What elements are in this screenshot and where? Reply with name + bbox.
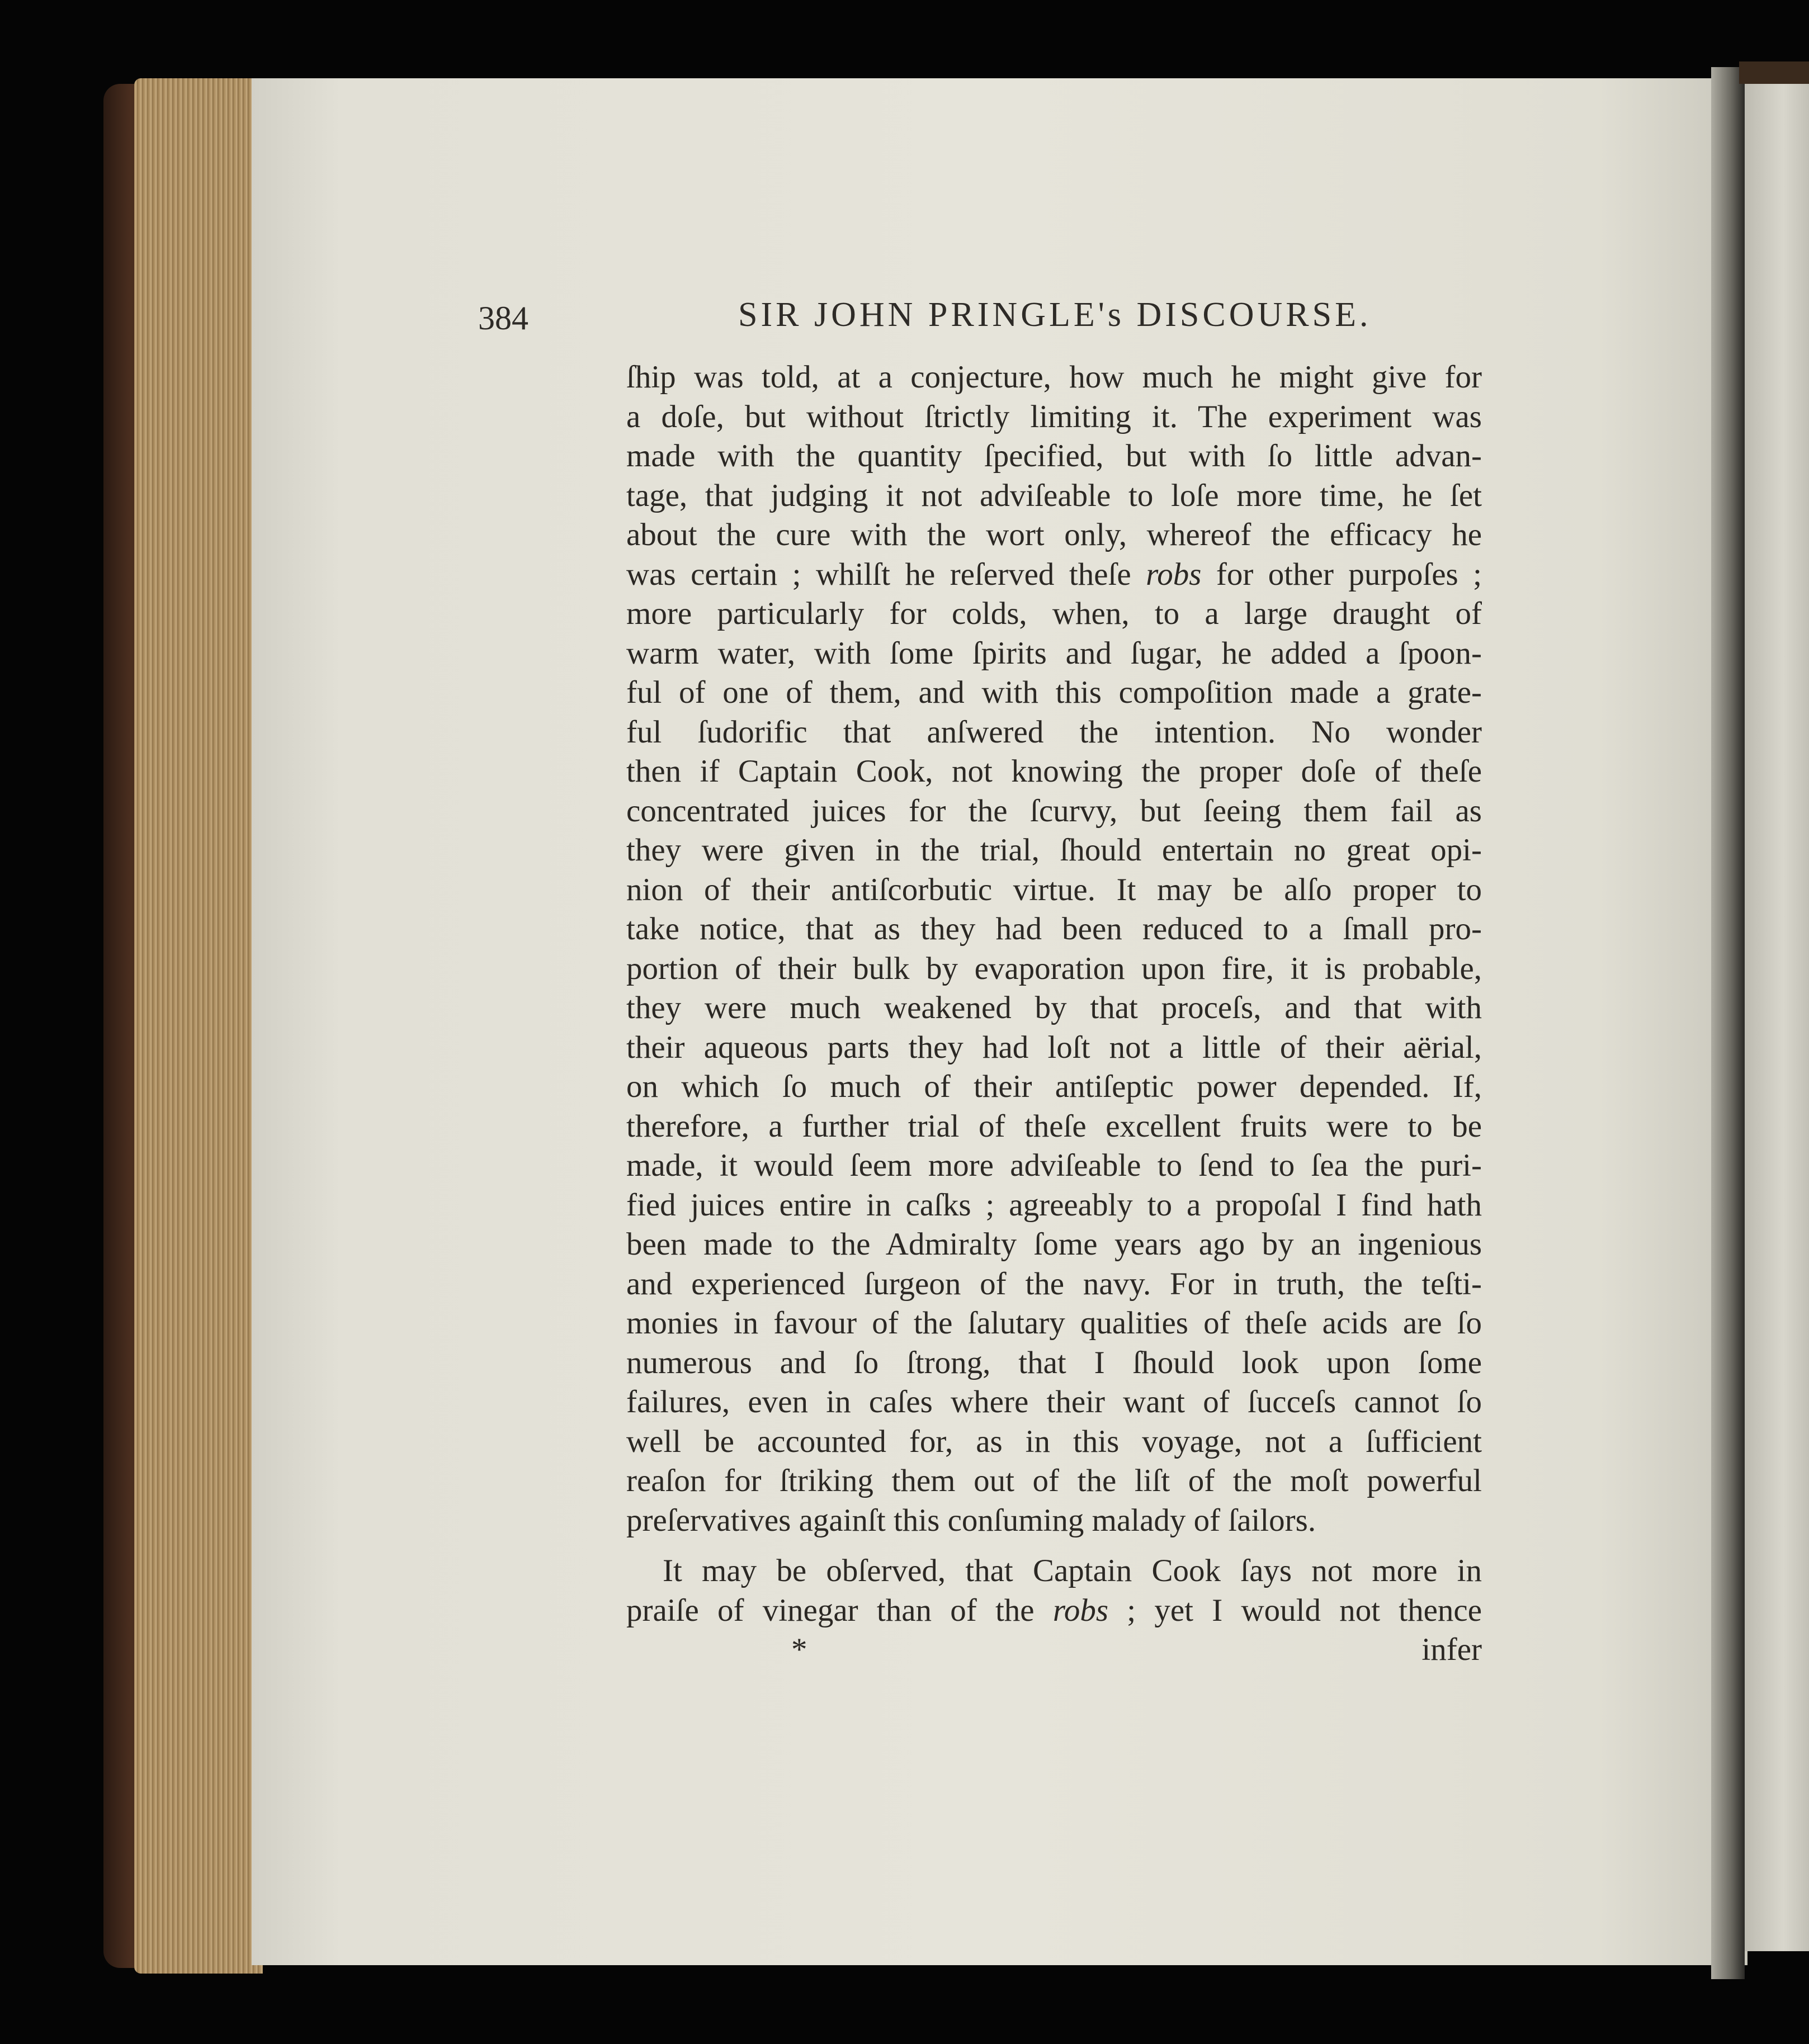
catchword: infer: [1421, 1632, 1482, 1667]
book-cover-right: [1739, 61, 1809, 84]
facing-page-edge: [1745, 84, 1809, 1951]
text-line: It may be obſerved, that Captain Cook ſays not more in: [663, 1553, 1482, 1588]
text-line: portion of their bulk by evaporation upon fire, it is probable,: [626, 950, 1482, 986]
body-text: [626, 358, 1482, 1670]
text-line: well be accounted for, as in this voyage, not a ſufficient: [626, 1423, 1482, 1459]
page-number: 384: [478, 300, 528, 337]
text-segment: praiſe of vinegar than of the: [626, 1592, 1053, 1628]
text-line: ful ſudorific that anſwered the intention. No wonder: [626, 714, 1482, 750]
text-line: fied juices entire in caſks ; agreeably to a propoſal I find hath: [626, 1187, 1482, 1223]
text-segment: ; yet I would not thence: [1108, 1592, 1482, 1628]
text-segment: for other purpoſes ;: [1201, 556, 1482, 592]
paragraph-gap: [626, 1540, 1482, 1551]
paragraph-2: [626, 1551, 1482, 1630]
text-line: ful of one of them, and with this compoſition made a grate-: [626, 675, 1482, 710]
signature-mark: *: [791, 1632, 807, 1667]
text-line: made, it would ſeem more adviſeable to ſend to ſea the puri-: [626, 1148, 1482, 1183]
text-line: numerous and ſo ſtrong, that I ſhould look upon ſome: [626, 1345, 1482, 1380]
text-line: then if Captain Cook, not knowing the proper doſe of theſe: [626, 754, 1482, 789]
text-line: on which ſo much of their antiſeptic power depended. If,: [626, 1069, 1482, 1104]
page-footer: [626, 1630, 1482, 1670]
italic-word: robs: [1146, 556, 1202, 592]
text-line: made with the quantity ſpecified, but with ſo little advan-: [626, 438, 1482, 474]
text-line: been made to the Admiralty ſome years ago by an ingenious: [626, 1227, 1482, 1262]
text-line: ſhip was told, at a conjecture, how much he might give for: [626, 359, 1482, 395]
text-line: monies in favour of the ſalutary qualities of theſe acids are ſo: [626, 1305, 1482, 1341]
text-segment: was certain ; whilſt he reſerved theſe: [626, 556, 1146, 592]
paragraph-1: [626, 358, 1482, 1540]
text-line: about the cure with the wort only, whereof the efficacy he: [626, 517, 1482, 552]
text-line: [626, 555, 1482, 595]
text-line: and experienced ſurgeon of the navy. For in truth, the teſti-: [626, 1266, 1482, 1302]
text-line: tage, that judging it not adviſeable to loſe more time, he ſet: [626, 477, 1482, 513]
text-line: more particularly for colds, when, to a large draught of: [626, 596, 1482, 631]
gutter-shadow: [1711, 67, 1745, 1979]
text-line: [626, 1591, 1482, 1631]
text-line: preſervatives againſt this conſuming malady of ſailors.: [626, 1502, 1316, 1538]
page-edges: [134, 78, 263, 1974]
italic-word: robs: [1052, 1592, 1109, 1628]
text-line: concentrated juices for the ſcurvy, but ſeeing them fail as: [626, 793, 1482, 829]
text-line: they were much weakened by that proceſs, and that with: [626, 990, 1482, 1025]
text-line: their aqueous parts they had loſt not a little of their aërial,: [626, 1029, 1482, 1065]
text-line: a doſe, but without ſtrictly limiting it. The experiment was: [626, 399, 1482, 434]
text-line: take notice, that as they had been reduced to a ſmall pro-: [626, 911, 1482, 947]
text-line: warm water, with ſome ſpirits and ſugar, he added a ſpoon-: [626, 635, 1482, 671]
text-line: therefore, a further trial of theſe excellent fruits were to be: [626, 1108, 1482, 1144]
text-line: nion of their antiſcorbutic virtue. It may be alſo proper to: [626, 872, 1482, 907]
running-head: SIR JOHN PRINGLE's DISCOURSE.: [738, 296, 1372, 334]
text-line: reaſon for ſtriking them out of the liſt of the moſt powerful: [626, 1463, 1482, 1498]
text-line: failures, even in caſes where their want of ſucceſs cannot ſo: [626, 1384, 1482, 1420]
text-line: they were given in the trial, ſhould entertain no great opi-: [626, 832, 1482, 868]
